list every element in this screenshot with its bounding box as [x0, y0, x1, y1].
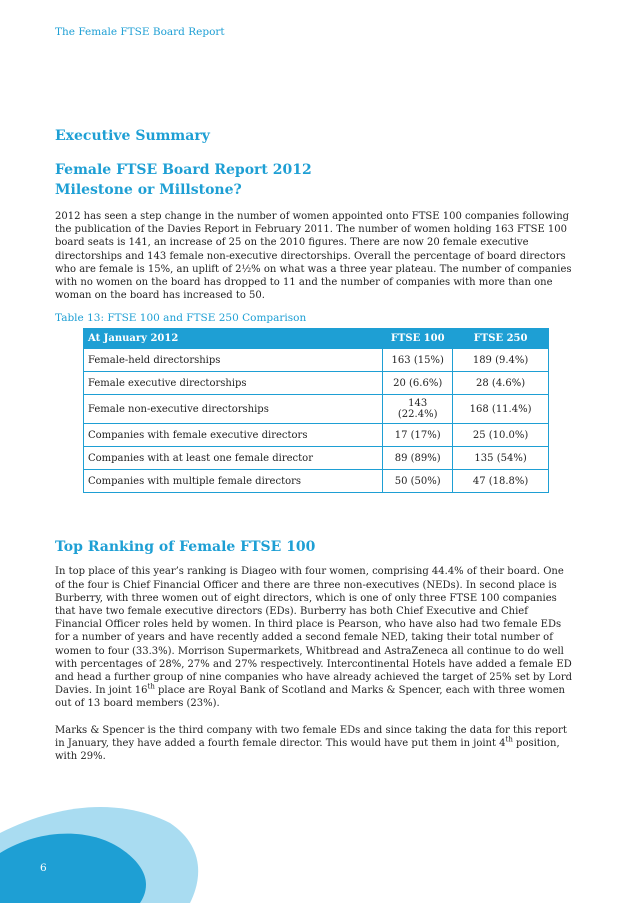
table-cell-ftse100: 50 (50%) — [383, 470, 453, 493]
table-cell-metric: Companies with at least one female director — [84, 447, 383, 470]
table-cell-ftse100: 20 (6.6%) — [383, 372, 453, 395]
table-cell-ftse250: 135 (54%) — [453, 447, 549, 470]
ranking-heading: Top Ranking of Female FTSE 100 — [55, 539, 316, 556]
table-cell-metric: Female-held directorships — [84, 349, 383, 372]
ranking-paragraph-1 — [55, 565, 575, 710]
table-cell-ftse100: 143 (22.4%) — [383, 395, 453, 424]
table-cell-metric: Female non-executive directorships — [84, 395, 383, 424]
table-cell-metric: Companies with female executive directors — [84, 424, 383, 447]
table-row — [84, 372, 549, 395]
ranking-paragraph-1-end: place are Royal Bank of Scotland and Marks & Spencer, each with three women out of 13 board members (23%). — [55, 685, 565, 710]
table-cell-ftse100: 163 (15%) — [383, 349, 453, 372]
page-content — [55, 118, 575, 763]
table-caption: Table 13: FTSE 100 and FTSE 250 Comparison — [55, 312, 307, 325]
report-title-line-1: Female FTSE Board Report 2012 — [55, 162, 312, 178]
report-title — [55, 160, 575, 200]
running-header: The Female FTSE Board Report — [55, 26, 225, 38]
table-cell-ftse250: 25 (10.0%) — [453, 424, 549, 447]
table-header-period: At January 2012 — [84, 329, 383, 349]
table-cell-ftse250: 47 (18.8%) — [453, 470, 549, 493]
table-cell-ftse250: 189 (9.4%) — [453, 349, 549, 372]
page-number: 6 — [40, 862, 47, 874]
table-header-ftse250: FTSE 250 — [453, 329, 549, 349]
ranking-paragraph-2-end: position, with 29%. — [55, 737, 560, 763]
table-row — [84, 395, 549, 424]
comparison-table — [83, 328, 549, 493]
table-header-ftse100: FTSE 100 — [383, 329, 453, 349]
ranking-paragraph-2 — [55, 724, 575, 764]
table-cell-ftse250: 168 (11.4%) — [453, 395, 549, 424]
table-cell-ftse100: 89 (89%) — [383, 447, 453, 470]
table-row — [84, 447, 549, 470]
table-row — [84, 349, 549, 372]
table-header-row — [84, 329, 549, 349]
report-title-line-2: Milestone or Millstone? — [55, 182, 242, 198]
ordinal-suffix: th — [147, 682, 155, 691]
ranking-paragraph-1-text: In top place of this year’s ranking is Diageo with four women, comprising 44.4% of their board. One of the four is Chief Financial Officer and there are three non-executives (NEDs). In second place is Burberry, with three women out of eight directors, which is one of only three FTSE 100 companies that have two female executive directors (EDs). Burberry has both Chief Executive and Chief Financial Officer roles held by women. In third place is Pearson, who have also had two female EDs for a number of years and have recently added a second female NED, taking their total number of women to four (33.3%). Morrison Supermarkets, Whitbread and AstraZeneca all continue to do well with percentages of 28%, 27% and 27% respectively. Intercontinental Hotels have added a female ED and head a further group of nine companies who have already achieved the target of 25% set by Lord Davies. In joint 16 — [55, 566, 573, 697]
table-row — [84, 470, 549, 493]
table-cell-metric: Companies with multiple female directors — [84, 470, 383, 493]
table-row — [84, 424, 549, 447]
table-cell-metric: Female executive directorships — [84, 372, 383, 395]
executive-summary-heading: Executive Summary — [55, 128, 210, 144]
table-cell-ftse100: 17 (17%) — [383, 424, 453, 447]
footer-wave-decoration — [0, 793, 638, 903]
table-cell-ftse250: 28 (4.6%) — [453, 372, 549, 395]
ranking-paragraph-2-text: Marks & Spencer is the third company with two female EDs and since taking the data for this report in January, they have added a fourth female director. This would have put them in joint 4 — [55, 724, 567, 749]
intro-paragraph: 2012 has seen a step change in the number of women appointed onto FTSE 100 companies following the publication of the Davies Report in February 2011. The number of women holding 163 FTSE 100 board seats is 141, an increase of 25 on the 2010 figures. There are now 20 female executive directorships and 143 female non-executive directorships. Overall the percentage of board directors who are female is 15%, an uplift of 2½% on what was a three year plateau. The number of companies with no women on the board has dropped to 11 and the number of companies with more than one woman on the board has increased to 50. — [55, 211, 572, 302]
ordinal-suffix: th — [505, 735, 513, 744]
